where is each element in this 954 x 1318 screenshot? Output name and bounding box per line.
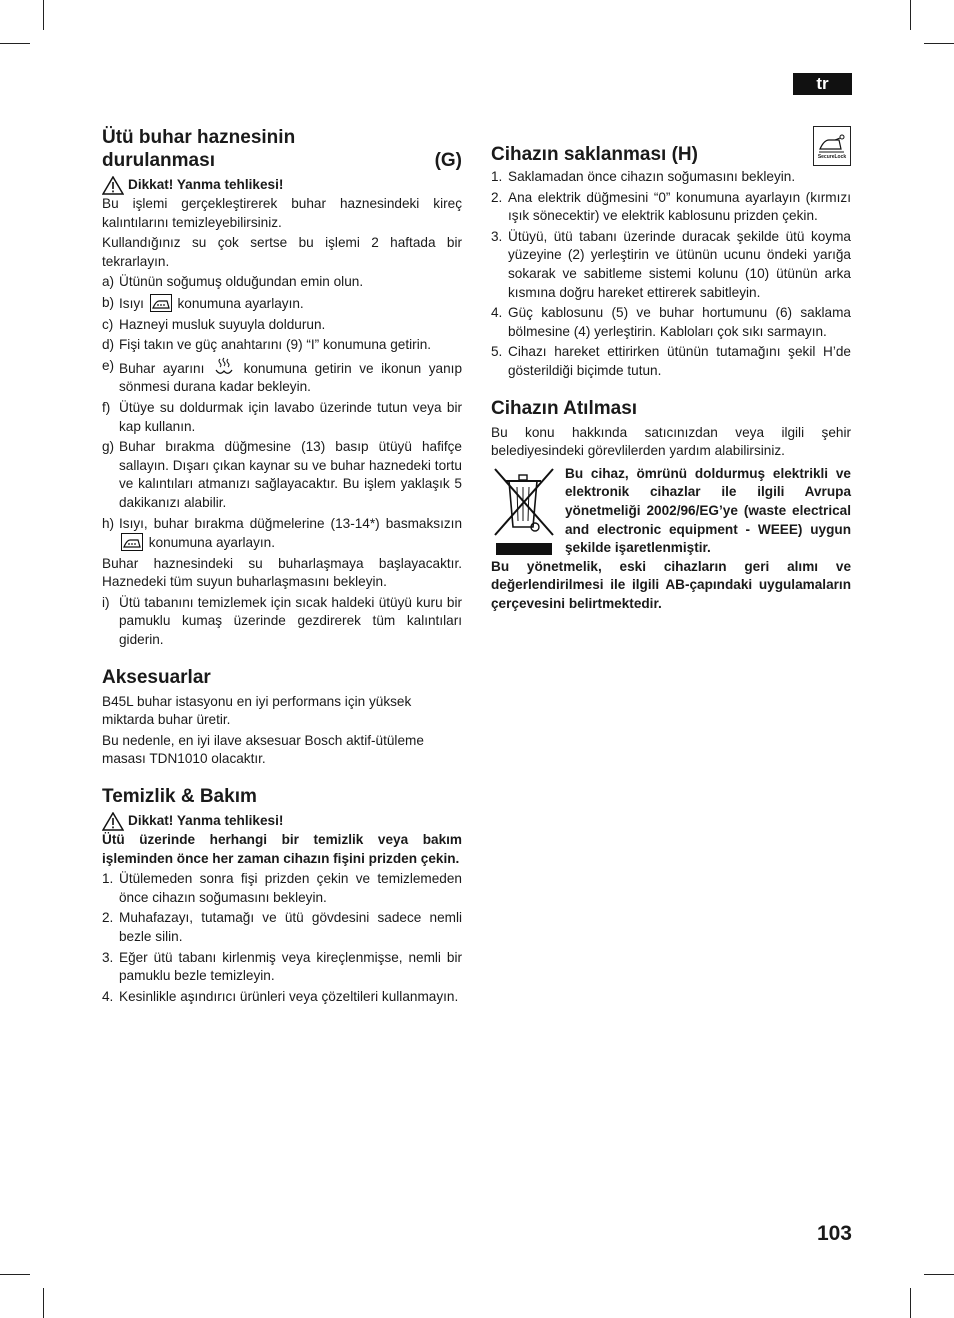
paragraph: Bu nedenle, en iyi ilave aksesuar Bosch aktif-ütüleme masası TDN1010 olacaktır.: [102, 732, 424, 767]
paragraph: Kullandığınız su çok sertse bu işlemi 2 haftada bir tekrarlayın.: [102, 235, 462, 269]
list-marker: f): [102, 399, 111, 415]
list-marker: d): [102, 337, 115, 353]
list-text: Kesinlikle aşındırıcı ürünleri veya çözeltileri kullanmayın.: [119, 988, 459, 1004]
iron-lock-icon: [817, 133, 847, 155]
section-title-storage: Cihazın saklanması (H): [491, 144, 698, 165]
list-text: Eğer ütü tabanı kirlenmiş veya kireçlenmişse, nemli bir pamuklu bezle temizleyin.: [119, 949, 462, 984]
list-marker: 1.: [491, 169, 503, 184]
iron-max-heat-icon: [150, 294, 172, 312]
paragraph: Bu konu hakkında satıcınızdan veya ilgili şehir belediyesindeki görevlilerden yardım alabilirsiniz.: [491, 424, 851, 459]
list-text: Hazneyi musluk suyuyla doldurun.: [119, 316, 326, 332]
list-item: [102, 909, 462, 946]
list-marker: 1.: [102, 871, 114, 887]
list-text: Ütünün soğumuş olduğundan emin olun.: [119, 274, 364, 290]
crop-mark: [910, 0, 911, 30]
weee-text: Bu cihaz, ömrünü doldurmuş elektrikli ve elektronik cihazlar ile ilgili Avrupa yönetmeliği 2002/96/EG’ye (waste electrical and electronic equipment - WEEE) uygun şekilde işaretlenmiştir.: [565, 465, 851, 556]
paragraph: Ütü üzerinde herhangi bir temizlik veya bakım işleminden önce her zaman cihazın fişini prizden çekin.: [102, 832, 462, 866]
list-item: [102, 357, 462, 397]
crop-mark: [0, 1274, 30, 1275]
descaling-final-step: [102, 594, 462, 650]
left-column: [102, 126, 462, 1008]
section-title-cleaning: Temizlik & Bakım: [102, 786, 257, 808]
securelock-label: SecureLock: [817, 153, 847, 160]
list-item: [491, 168, 851, 187]
text-fragment: konumuna ayarlayın.: [177, 295, 304, 311]
list-text: Güç kablosunu (5) ve buhar hortumunu (6) saklama bölmesine (4) yerleştirin. Kabloları çok sıkı sarmayın.: [508, 305, 851, 339]
page-number: 103: [816, 1222, 852, 1245]
cleaning-section: [102, 785, 462, 1006]
steam-calc-icon: [214, 357, 234, 377]
list-item: [102, 273, 462, 292]
list-item: [102, 949, 462, 986]
list-marker: 2.: [102, 910, 114, 926]
descaling-steps: [102, 273, 462, 552]
list-item: [102, 515, 462, 553]
section-title-descaling: [102, 126, 462, 172]
burn-warning: [102, 176, 462, 195]
list-marker: b): [102, 294, 115, 310]
paragraph: Buhar haznesindeki su buharlaşmaya başlayacaktır. Haznedeki tüm suyun buharlaşmasını bekleyin.: [102, 555, 462, 590]
list-item: [102, 336, 462, 355]
list-item: [491, 304, 851, 341]
list-marker: h): [102, 515, 115, 531]
list-marker: a): [102, 274, 115, 290]
list-marker: c): [102, 316, 114, 332]
warning-text: Dikkat! Yanma tehlikesi!: [128, 813, 284, 829]
iron-max-heat-icon: [121, 533, 143, 551]
right-column: [491, 126, 851, 615]
list-marker: 2.: [491, 189, 503, 205]
list-text: Cihazı hareket ettirirken ütünün tutamağını şekil H’de gösterildiği biçimde tutun.: [508, 344, 851, 378]
crop-mark: [0, 43, 30, 44]
weee-notice: [491, 465, 851, 558]
list-item: [102, 294, 462, 314]
accessories-section: [102, 666, 462, 769]
list-text: Muhafazayı, tutamağı ve ütü gövdesini sadece nemli bezle silin.: [119, 910, 462, 944]
storage-steps: [491, 168, 851, 381]
list-text: [119, 515, 462, 553]
language-tab: tr: [793, 73, 852, 95]
list-item: [102, 594, 462, 650]
weee-bar: [496, 543, 552, 555]
list-text: Ütü tabanını temizlemek için sıcak haldeki ütüyü kuru bir pamuklu kumaş üzerinde gezdirerek tüm kalıntıları giderin.: [119, 594, 462, 648]
storage-section: [491, 126, 851, 381]
disposal-section: [491, 397, 851, 614]
list-marker: 4.: [491, 305, 503, 321]
list-marker: 5.: [491, 344, 503, 360]
list-text: Ütülemeden sonra fişi prizden çekin ve temizlemeden önce cihazın soğumasını bekleyin.: [119, 871, 462, 905]
warning-icon: [102, 812, 124, 831]
list-marker: i): [102, 594, 110, 610]
list-item: [102, 870, 462, 907]
list-item: [491, 343, 851, 380]
crop-mark: [43, 1288, 44, 1318]
weee-symbol: [491, 465, 557, 558]
list-item: [102, 399, 462, 436]
text-fragment: konumuna getirin ve ikonun yanıp sönmesi durana kadar bekleyin.: [119, 360, 463, 395]
list-marker: 3.: [491, 228, 503, 244]
list-text: [119, 357, 462, 397]
paragraph: B45L buhar istasyonu en iyi performans için yüksek miktarda buhar üretir.: [102, 693, 412, 728]
list-item: [102, 438, 462, 512]
crop-mark: [924, 43, 954, 44]
list-text: Ütüyü, ütü tabanı üzerinde duracak şekilde ütü koyma yüzeyine (2) yerleştirin ve ütünün ucunu öndeki yarığa sokarak ve sabitleme sistemi kolunu (10) ütünün arka kısmına doğru hareket ettirerek sabitleyin.: [508, 228, 851, 300]
crop-mark: [910, 1288, 911, 1318]
list-item: [102, 316, 462, 335]
burn-warning: [102, 812, 462, 831]
text-fragment: Isıyı, buhar bırakma düğmelerine (13-14*) basmaksızın: [119, 515, 462, 531]
warning-text: Dikkat! Yanma tehlikesi!: [128, 177, 284, 193]
title-line-2-row: [102, 149, 462, 172]
crossed-bin-icon: [491, 465, 557, 537]
list-marker: g): [102, 439, 115, 455]
title-line-1: Ütü buhar haznesinin: [102, 127, 296, 148]
warning-icon: [102, 176, 124, 195]
list-item: [491, 228, 851, 302]
list-text: Ana elektrik düğmesini “0” konumuna ayarlayın (kırmızı ışık sönecektir) ve elektrik kablosunu prizden çekin.: [508, 189, 851, 224]
securelock-icon: [813, 126, 851, 166]
crop-mark: [924, 1274, 954, 1275]
list-item: [491, 189, 851, 226]
descaling-section: [102, 126, 462, 650]
list-text: [119, 294, 462, 314]
paragraph: Bu işlemi gerçekleştirerek buhar haznesindeki kireç kalıntılarını temizleyebilirsiniz.: [102, 196, 462, 230]
cleaning-steps: [102, 870, 462, 1006]
title-line-2: durulanması: [102, 150, 215, 171]
text-fragment: konumuna ayarlayın.: [148, 535, 275, 551]
list-item: [102, 988, 462, 1007]
list-text: Fişi takın ve güç anahtarını (9) “I” konumuna getirin.: [119, 337, 432, 353]
list-marker: 4.: [102, 988, 114, 1004]
figure-ref: (G): [434, 150, 462, 171]
section-title-accessories: Aksesuarlar: [102, 666, 211, 688]
text-fragment: Isıyı: [119, 295, 144, 311]
list-marker: 3.: [102, 949, 114, 965]
storage-header: [491, 126, 851, 166]
list-text: Buhar bırakma düğmesine (13) basıp ütüyü hafifçe sallayın. Dışarı çıkan kaynar su ve buhar haznedeki tortu ve kalıntıları atmanızı sağlayacaktır. Bu işlem yaklaşık 5 dakikanızı alabilir.: [119, 439, 462, 510]
weee-continuation: Bu yönetmelik, eski cihazların geri alımı ve değerlendirilmesi ile ilgili AB-çapındaki uygulamaların çerçevesini belirtmektedir.: [491, 558, 851, 611]
section-title-disposal: Cihazın Atılması: [491, 397, 638, 419]
crop-mark: [43, 0, 44, 30]
text-fragment: Buhar ayarını: [119, 360, 205, 376]
list-text: Ütüye su doldurmak için lavabo üzerinde tutun veya bir kap kullanın.: [119, 399, 462, 434]
list-text: Saklamadan önce cihazın soğumasını bekleyin.: [508, 169, 796, 184]
list-marker: e): [102, 357, 115, 373]
